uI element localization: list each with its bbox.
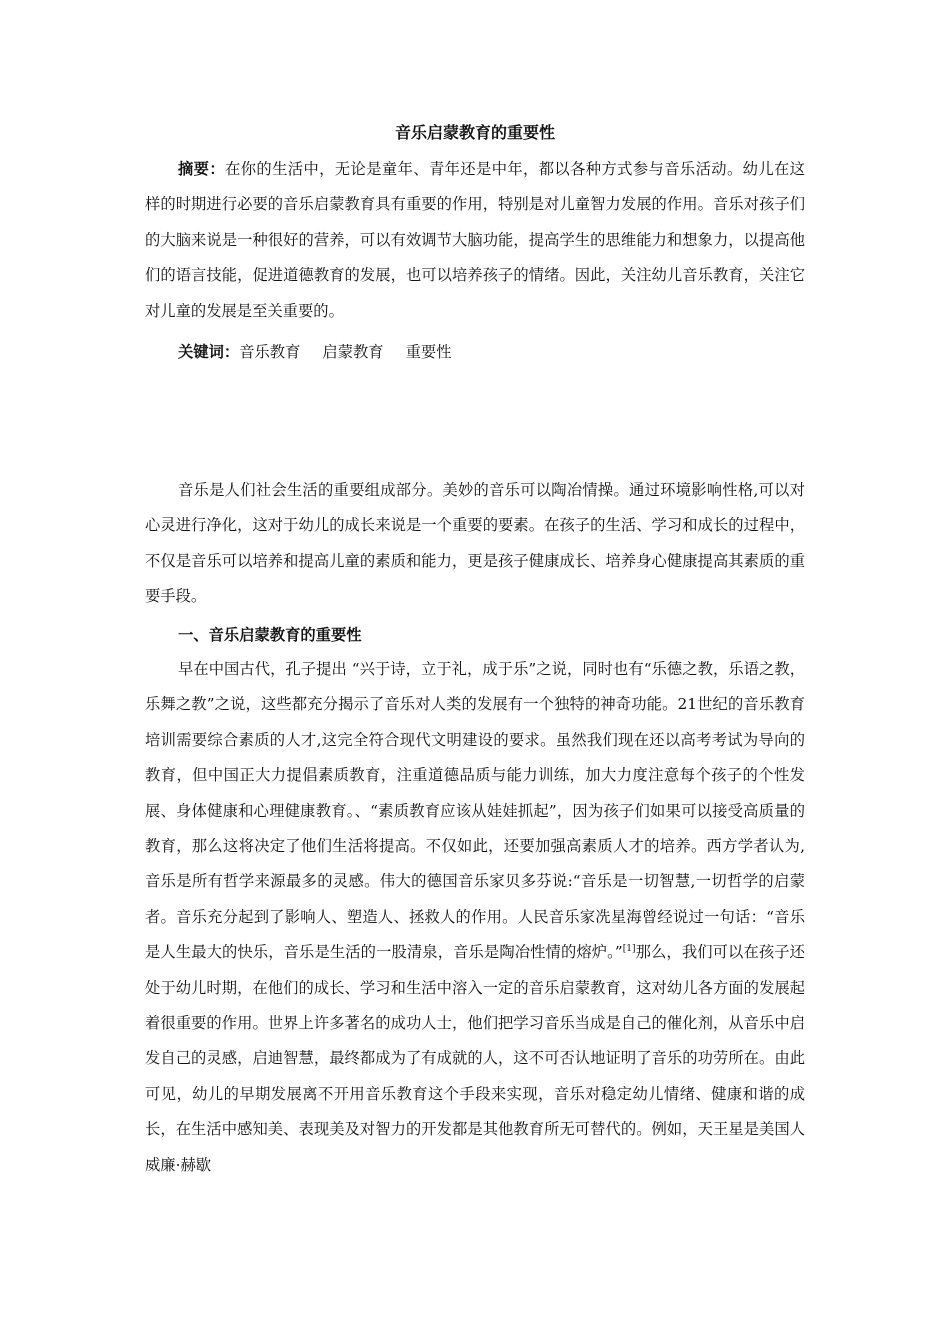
keyword-2: 启蒙教育 bbox=[322, 343, 384, 361]
keywords-line bbox=[145, 335, 805, 370]
keyword-3: 重要性 bbox=[405, 343, 452, 361]
keyword-1: 音乐教育 bbox=[239, 343, 301, 361]
section-text-part2: 那么，我们可以在孩子还处于幼儿时期，在他们的成长、学习和生活中溶入一定的音乐启蒙教育，这对幼儿各方面的发展起着很重要的作用。世界上许多著名的成功人士，他们把学习音乐当成是自己的催化剂，从音乐中启发自己的灵感，启迪智慧，最终都成为了有成就的人，这不可否认地证明了音乐的功劳所在。由此可见，幼儿的早期发展离不开用音乐教育这个手段来实现，音乐对稳定幼儿情绪、健康和谐的成长，在生活中感知美、表现美及对智力的开发都是其他教育所无可替代的。例如，天王星是美国人威廉·赫歇 bbox=[145, 943, 805, 1174]
abstract-paragraph bbox=[145, 152, 805, 329]
citation-marker: [1] bbox=[622, 944, 636, 955]
section-heading: 一、音乐启蒙教育的重要性 bbox=[178, 626, 362, 644]
abstract-label: 摘要： bbox=[178, 160, 226, 178]
document-title: 音乐启蒙教育的重要性 bbox=[394, 123, 555, 142]
keywords-label: 关键词： bbox=[178, 343, 240, 361]
section-text-part1: 早在中国古代，孔子提出 “兴于诗，立于礼，成于乐”之说，同时也有“乐德之教，乐语之教，乐舞之教”之说，这些都充分揭示了音乐对人类的发展有一个独特的神奇功能。21世纪的音乐教育培训需要综合素质的人才,这完全符合现代文明建设的要求。虽然我们现在还以高考考试为导向的教育，但中国正大力提倡素质教育，注重道德品质与能力训练，加大力度注意每个孩子的个性发展、身体健康和心理健康教育。、“素质教育应该从娃娃抓起”，因为孩子们如果可以接受高质量的教育，那么这将决定了他们生活将提高。不仅如此，还要加强高素质人才的培养。西方学者认为,音乐是所有哲学来源最多的灵感。伟大的德国音乐家贝多芬说:“音乐是一切智慧,一切哲学的启蒙者。音乐充分起到了影响人、塑造人、拯救人的作用。人民音乐家冼星海曾经说过一句话：“音乐是人生最大的快乐，音乐是生活的一股清泉，音乐是陶冶性情的熔炉。” bbox=[145, 660, 805, 962]
intro-paragraph: 音乐是人们社会生活的重要组成部分。美妙的音乐可以陶冶情操。通过环境影响性格,可以对心灵进行净化，这对于幼儿的成长来说是一个重要的要素。在孩子的生活、学习和成长的过程中，不仅是音乐可以培养和提高儿童的素质和能力，更是孩子健康成长、培养身心健康提高其素质的重要手段。 bbox=[145, 481, 805, 606]
abstract-text: 在你的生活中，无论是童年、青年还是中年，都以各种方式参与音乐活动。幼儿在这样的时期进行必要的音乐启蒙教育具有重要的作用，特别是对儿童智力发展的作用。音乐对孩子们的大脑来说是一种很好的营养，可以有效调节大脑功能，提高学生的思维能力和想象力，以提高他们的语言技能，促进道德教育的发展，也可以培养孩子的情绪。因此，关注幼儿音乐教育，关注它对儿童的发展是至关重要的。 bbox=[145, 160, 805, 320]
section-paragraph bbox=[145, 652, 805, 1183]
